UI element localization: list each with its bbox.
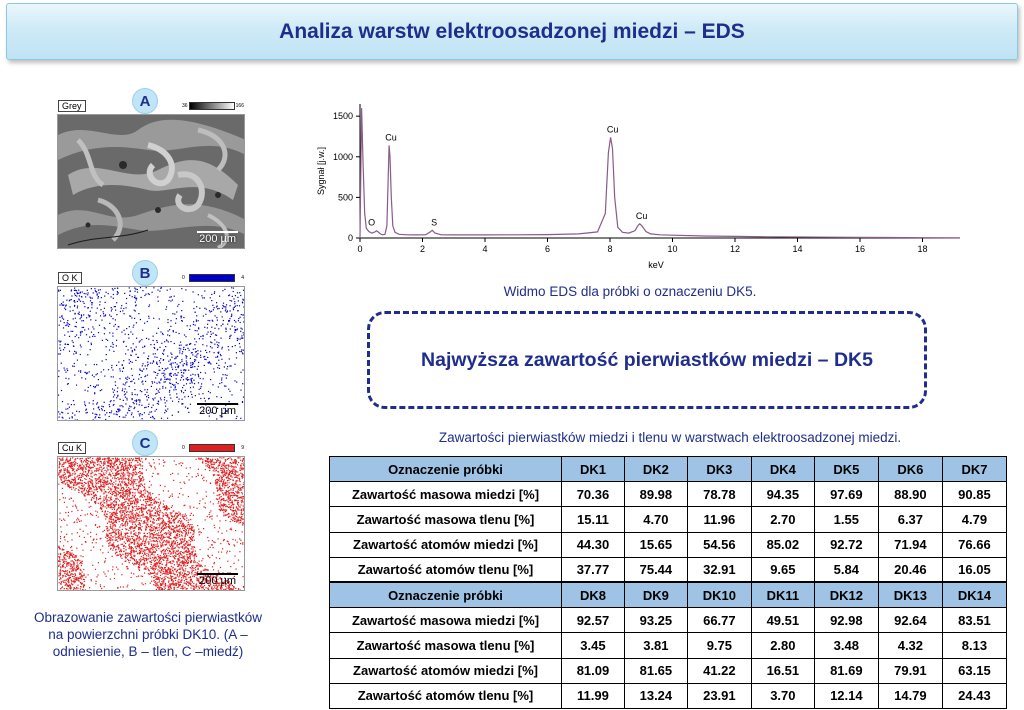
peak-label: Cu bbox=[606, 124, 619, 135]
spectrum-caption: Widmo EDS dla próbki o oznaczeniu DK5. bbox=[503, 284, 757, 299]
panel-a-tag: Grey bbox=[58, 100, 86, 112]
panel-b-scale-min: 0 bbox=[182, 275, 185, 281]
panel-c-badge: C bbox=[132, 430, 158, 456]
sample-header-cell: DK6 bbox=[878, 457, 942, 482]
value-cell: 16.51 bbox=[751, 658, 814, 683]
value-cell: 92.72 bbox=[814, 532, 878, 557]
peak-label: O bbox=[368, 217, 376, 228]
y-tick-label: 500 bbox=[337, 192, 353, 203]
value-cell: 13.24 bbox=[624, 683, 687, 708]
value-cell: 71.94 bbox=[878, 532, 942, 557]
value-cell: 81.69 bbox=[814, 658, 878, 683]
sample-header-cell: DK2 bbox=[624, 457, 687, 482]
panel-b-scale-bar bbox=[189, 274, 235, 282]
y-tick-label: 1500 bbox=[332, 111, 353, 122]
row-label-cell: Zawartość masowa miedzi [%] bbox=[330, 482, 562, 507]
spectrum-line bbox=[360, 108, 960, 238]
value-cell: 88.90 bbox=[878, 482, 942, 507]
table-header-row bbox=[330, 457, 1007, 482]
value-cell: 78.78 bbox=[687, 482, 751, 507]
y-axis-label: Sygnał [j.w.] bbox=[316, 146, 326, 196]
panel-b-scale-max: 4 bbox=[241, 275, 244, 281]
mapping-caption: Obrazowanie zawartości pierwiastków na powierzchni próbki DK10. (A – odniesienie, B – tlen, C –miedź) bbox=[33, 610, 263, 659]
sample-header-cell: DK8 bbox=[562, 582, 625, 607]
table-row bbox=[330, 557, 1007, 582]
value-cell: 12.14 bbox=[814, 683, 878, 708]
value-cell: 11.99 bbox=[562, 683, 625, 708]
panel-a-badge: A bbox=[132, 88, 158, 114]
title-banner bbox=[6, 3, 1018, 60]
value-cell: 97.69 bbox=[814, 482, 878, 507]
value-cell: 4.32 bbox=[878, 633, 942, 658]
value-cell: 2.70 bbox=[751, 507, 814, 532]
panel-c-tag: Cu K bbox=[58, 442, 86, 454]
sample-header-cell: DK11 bbox=[751, 582, 814, 607]
peak-label: S bbox=[431, 217, 438, 228]
copper-map-image bbox=[57, 456, 245, 591]
value-cell: 16.05 bbox=[942, 557, 1006, 582]
row-label-cell: Zawartość atomów miedzi [%] bbox=[330, 658, 562, 683]
panel-a-scale-bar bbox=[189, 102, 235, 110]
value-cell: 94.35 bbox=[751, 482, 814, 507]
value-cell: 9.75 bbox=[687, 633, 751, 658]
value-cell: 9.65 bbox=[751, 557, 814, 582]
value-cell: 81.65 bbox=[624, 658, 687, 683]
sample-header-cell: DK14 bbox=[942, 582, 1006, 607]
value-cell: 81.09 bbox=[562, 658, 625, 683]
row-label-cell: Zawartość masowa miedzi [%] bbox=[330, 608, 562, 633]
panel-b-intensity-scale bbox=[182, 273, 244, 283]
sample-header-cell: DK5 bbox=[814, 457, 878, 482]
value-cell: 93.25 bbox=[624, 608, 687, 633]
value-cell: 44.30 bbox=[562, 532, 625, 557]
value-cell: 15.11 bbox=[562, 507, 625, 532]
panel-c-scale-bar bbox=[189, 444, 235, 452]
value-cell: 41.22 bbox=[687, 658, 751, 683]
sample-header-cell: DK13 bbox=[878, 582, 942, 607]
value-cell: 79.91 bbox=[878, 658, 942, 683]
value-cell: 32.91 bbox=[687, 557, 751, 582]
value-cell: 90.85 bbox=[942, 482, 1006, 507]
x-tick-label: 14 bbox=[792, 244, 803, 254]
table-caption: Zawartości pierwiastków miedzi i tlenu w warstwach elektroosadzonej miedzi. bbox=[438, 430, 902, 445]
value-cell: 6.37 bbox=[878, 507, 942, 532]
eds-spectrum-chart bbox=[312, 98, 972, 276]
sample-header-cell: DK7 bbox=[942, 457, 1006, 482]
table-row bbox=[330, 482, 1007, 507]
value-cell: 8.13 bbox=[942, 633, 1006, 658]
value-cell: 76.66 bbox=[942, 532, 1006, 557]
row-label-cell: Zawartość atomów tlenu [%] bbox=[330, 683, 562, 708]
value-cell: 54.56 bbox=[687, 532, 751, 557]
sample-header-cell: DK4 bbox=[751, 457, 814, 482]
panel-b-badge: B bbox=[132, 260, 158, 286]
value-cell: 3.48 bbox=[814, 633, 878, 658]
x-tick-label: 8 bbox=[607, 244, 613, 254]
value-cell: 2.80 bbox=[751, 633, 814, 658]
value-cell: 85.02 bbox=[751, 532, 814, 557]
row-label-cell: Zawartość atomów tlenu [%] bbox=[330, 557, 562, 582]
page-title: Analiza warstw elektroosadzonej miedzi – EDS bbox=[279, 19, 745, 43]
x-tick-label: 2 bbox=[419, 244, 426, 254]
panel-c bbox=[57, 434, 245, 592]
value-cell: 70.36 bbox=[562, 482, 625, 507]
panel-b-tag: O K bbox=[58, 272, 82, 284]
sample-header-cell: DK1 bbox=[562, 457, 625, 482]
panel-a-scale-max: 166 bbox=[235, 103, 244, 109]
value-cell: 15.65 bbox=[624, 532, 687, 557]
value-cell: 3.70 bbox=[751, 683, 814, 708]
table-row bbox=[330, 608, 1007, 633]
x-tick-label: 16 bbox=[854, 244, 866, 254]
sample-header-cell: DK12 bbox=[814, 582, 878, 607]
peak-label: Cu bbox=[385, 132, 397, 143]
table-row bbox=[330, 658, 1007, 683]
sample-header-cell: DK9 bbox=[624, 582, 687, 607]
panel-b bbox=[57, 264, 245, 422]
panel-c-scalebar: 200 µm bbox=[199, 575, 236, 587]
y-tick-label: 0 bbox=[347, 233, 353, 243]
value-cell: 23.91 bbox=[687, 683, 751, 708]
value-cell: 11.96 bbox=[687, 507, 751, 532]
value-cell: 4.79 bbox=[942, 507, 1006, 532]
y-tick-label: 1000 bbox=[332, 151, 353, 162]
panel-c-scale-min: 0 bbox=[182, 445, 185, 451]
row-label-cell: Zawartość masowa tlenu [%] bbox=[330, 633, 562, 658]
panel-c-scale-max: 9 bbox=[241, 445, 244, 451]
panel-a-intensity-scale bbox=[182, 101, 244, 111]
value-cell: 24.43 bbox=[942, 683, 1006, 708]
value-cell: 63.15 bbox=[942, 658, 1006, 683]
value-cell: 20.46 bbox=[878, 557, 942, 582]
header-label-cell: Oznaczenie próbki bbox=[330, 582, 562, 607]
x-tick-label: 18 bbox=[917, 244, 928, 254]
value-cell: 14.79 bbox=[878, 683, 942, 708]
value-cell: 5.84 bbox=[814, 557, 878, 582]
panel-a-scale-min: 36 bbox=[182, 103, 188, 109]
value-cell: 66.77 bbox=[687, 608, 751, 633]
value-cell: 83.51 bbox=[942, 608, 1006, 633]
value-cell: 75.44 bbox=[624, 557, 687, 582]
table-header-row bbox=[330, 582, 1007, 607]
value-cell: 92.98 bbox=[814, 608, 878, 633]
row-label-cell: Zawartość atomów miedzi [%] bbox=[330, 532, 562, 557]
value-cell: 49.51 bbox=[751, 608, 814, 633]
value-cell: 92.57 bbox=[562, 608, 625, 633]
row-label-cell: Zawartość masowa tlenu [%] bbox=[330, 507, 562, 532]
sample-header-cell: DK3 bbox=[687, 457, 751, 482]
x-tick-label: 10 bbox=[667, 244, 678, 254]
panel-c-intensity-scale bbox=[182, 443, 244, 453]
sem-image bbox=[57, 114, 245, 249]
composition-table bbox=[329, 456, 1007, 709]
x-axis-label: keV bbox=[648, 260, 664, 270]
x-tick-label: 4 bbox=[482, 244, 488, 254]
x-tick-label: 6 bbox=[544, 244, 551, 254]
value-cell: 89.98 bbox=[624, 482, 687, 507]
value-cell: 3.45 bbox=[562, 633, 625, 658]
sample-header-cell: DK10 bbox=[687, 582, 751, 607]
value-cell: 1.55 bbox=[814, 507, 878, 532]
panel-a bbox=[57, 92, 245, 250]
value-cell: 37.77 bbox=[562, 557, 625, 582]
value-cell: 4.70 bbox=[624, 507, 687, 532]
table-row bbox=[330, 633, 1007, 658]
header-label-cell: Oznaczenie próbki bbox=[330, 457, 562, 482]
table-row bbox=[330, 507, 1007, 532]
table-row bbox=[330, 532, 1007, 557]
x-tick-label: 12 bbox=[729, 244, 741, 254]
peak-label: Cu bbox=[635, 210, 648, 221]
panel-b-scalebar: 200 µm bbox=[199, 405, 236, 417]
value-cell: 92.64 bbox=[878, 608, 942, 633]
highlight-text: Najwyższa zawartość pierwiastków miedzi – DK5 bbox=[421, 348, 873, 371]
x-tick-label: 0 bbox=[357, 244, 363, 254]
value-cell: 3.81 bbox=[624, 633, 687, 658]
table-row bbox=[330, 683, 1007, 708]
panel-a-scalebar: 200 µm bbox=[199, 233, 236, 245]
oxygen-map-image bbox=[57, 286, 245, 421]
highlight-box bbox=[367, 311, 927, 409]
